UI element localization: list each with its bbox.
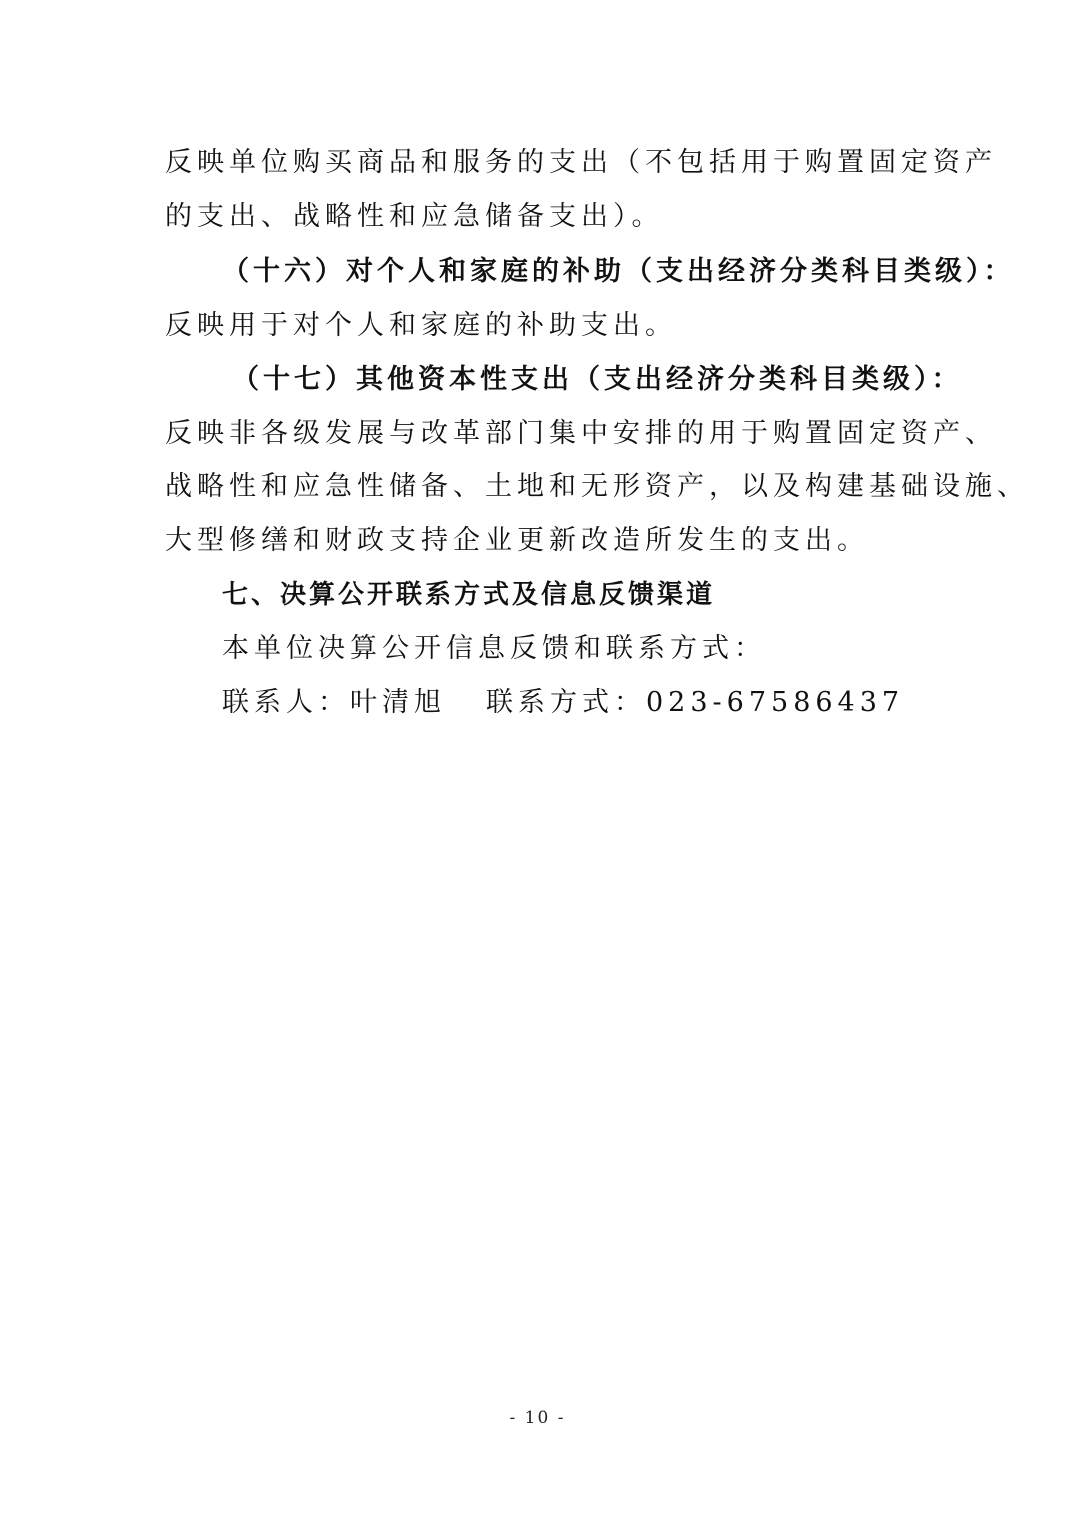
paragraph-line: 战略性和应急性储备、土地和无形资产，以及构建基础设施、	[165, 471, 1029, 502]
subheading-17: （十七）其他资本性支出（支出经济分类科目类级）：	[232, 364, 963, 395]
paragraph-line: 反映用于对个人和家庭的补助支出。	[165, 310, 677, 341]
contact-line	[222, 676, 925, 730]
paragraph-line: 反映非各级发展与改革部门集中安排的用于购置固定资产、	[165, 418, 997, 449]
contact-intro: 本单位决算公开信息反馈和联系方式：	[222, 633, 766, 664]
paragraph-line: 大型修缮和财政支持企业更新改造所发生的支出。	[165, 525, 869, 556]
paragraph-line: 反映单位购买商品和服务的支出（不包括用于购置固定资产	[165, 147, 997, 178]
page-number: - 10 -	[509, 1408, 566, 1428]
subheading-16: （十六）对个人和家庭的补助（支出经济分类科目类级）：	[222, 256, 1015, 287]
section-heading: 七、决算公开联系方式及信息反馈渠道	[222, 580, 716, 610]
contact-person: 联系人：叶清旭	[222, 687, 446, 718]
contact-phone: 联系方式：023-67586437	[486, 687, 905, 718]
paragraph-line: 的支出、战略性和应急储备支出）。	[165, 201, 664, 232]
